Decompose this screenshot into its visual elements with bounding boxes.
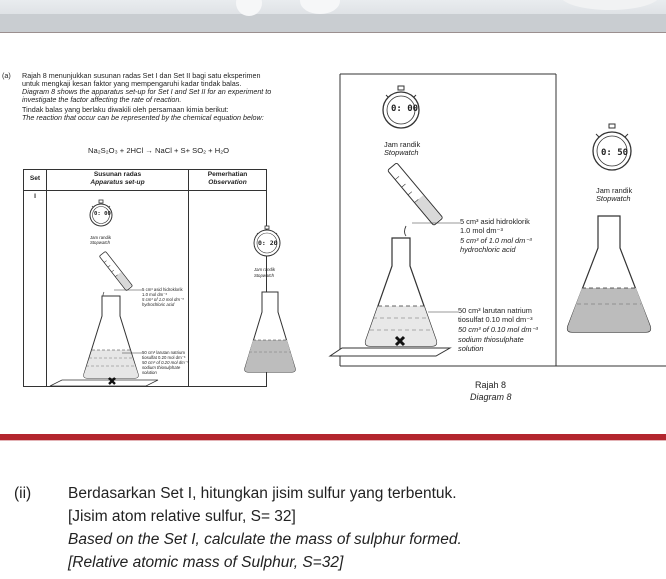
set-header: Set (29, 175, 41, 182)
set2-measuring-cylinder-icon (386, 164, 456, 238)
apparatus-header-ms: Susunan radas (93, 171, 142, 178)
set2-observation-label-ms: Jam randik (596, 186, 633, 195)
set-row-label-cell (24, 191, 47, 387)
apparatus-header-en: Apparatus set-up (90, 178, 145, 186)
set1-acid-pointer (114, 289, 142, 291)
apparatus-header-cell (47, 170, 189, 191)
set1-measuring-cylinder-icon (96, 252, 142, 298)
observation-header-en: Observation (208, 178, 247, 186)
set2-acid-en1: 5 cm³ of 1.0 mol dm⁻³ (460, 236, 532, 245)
observation-header-cell (189, 170, 267, 191)
set1-thio-ms1: 50 cm³ larutan natrium (142, 350, 185, 355)
diagram-caption-en: Diagram 8 (470, 392, 512, 402)
set2-observation-time: 0: 50 (601, 148, 629, 158)
set2-thio-pointer (428, 311, 458, 313)
set1-acid-en1: 5 cm³ of 1.0 mol dm⁻³ (142, 297, 184, 302)
set1-stopwatch-label-ms: Jam randik (90, 235, 112, 240)
intro-line: Diagram 8 shows the apparatus set-up for Set I and Set II for an experiment to (22, 87, 272, 96)
set1-acid-conc: 1.0 mol dm⁻³ (142, 292, 167, 297)
set2-acid-ms: 5 cm³ asid hidroklorik (460, 217, 530, 226)
banner-band (0, 14, 666, 32)
set1-observation-label-ms: Jam randik (254, 267, 276, 272)
observation-header-ms: Pemerhatian (207, 171, 248, 178)
question-line-ms: Berdasarkan Set I, hitungkan jisim sulfur yang terbentuk. (68, 485, 457, 502)
set1-thio-en2: sodium thiosulphate (142, 365, 181, 370)
intro-line: Rajah 8 menunjukkan susunan radas Set I dan Set II bagi satu eksperimen (22, 71, 261, 80)
chemical-equation: Na₂S₂O₃ + 2HCl → NaCl + S+ SO₂ + H₂O (88, 146, 230, 155)
set2-thio-en3: solution (458, 344, 484, 353)
set-row-label: I (34, 193, 36, 200)
set-header-cell (24, 170, 47, 191)
question-number: (ii) (14, 485, 32, 502)
set1-thio-pointer (122, 352, 142, 354)
set2-acid-pointer (412, 222, 460, 224)
set1-observation-label-en: Stopwatch (254, 273, 275, 278)
set2-thio-ms2: tiosulfat 0.10 mol dm⁻³ (458, 315, 533, 324)
question-line-en: Based on the Set I, calculate the mass of sulphur formed. (68, 531, 462, 548)
set1-acid-ms: 5 cm³ asid hidroklorik (142, 287, 183, 292)
set2-thio-en1: 50 cm³ of 0.10 mol dm⁻³ (458, 325, 538, 334)
part-label: (a) (2, 71, 11, 80)
set2-stopwatch-label-en: Stopwatch (384, 148, 419, 157)
set1-stopwatch-label-en: Stopwatch (90, 240, 111, 245)
set2-thio-en2: sodium thiosulphate (458, 335, 524, 344)
diagram-caption-ms: Rajah 8 (475, 380, 507, 390)
set2-conical-flask-icon (340, 236, 460, 358)
set1-conical-flask-icon (78, 294, 144, 386)
question-atomic-mass-ms: [Jisim atom relative sulfur, S= 32] (68, 508, 296, 525)
set2-acid-en2: hydrochloric acid (460, 245, 516, 254)
set2-observation-flask-icon (562, 214, 656, 340)
set2-stopwatch-time: 0: 00 (391, 104, 419, 114)
intro-line: investigate the factor affecting the rate of reaction. (22, 95, 182, 104)
set2-observation-label-en: Stopwatch (596, 194, 631, 203)
set1-thio-en1: 50 cm³ of 0.20 mol dm⁻³ (142, 360, 189, 365)
set1-acid-en2: hydrochloric acid (142, 302, 175, 307)
section-divider-shadow (0, 440, 666, 441)
top-banner (0, 0, 666, 32)
divider (0, 32, 666, 33)
set2-thio-ms1: 50 cm³ larutan natrium (458, 306, 532, 315)
question-atomic-mass-en: [Relative atomic mass of Sulphur, S=32] (68, 554, 344, 571)
intro-line: untuk mengkaji kesan faktor yang mempengaruhi kadar tindak balas. (22, 79, 242, 88)
intro-line: Tindak balas yang berlaku diwakili oleh persamaan kimia berikut: (22, 105, 229, 114)
set1-observation-flask-icon (240, 290, 300, 376)
set1-thio-ms2: tiosulfat 0.20 mol dm⁻³ (142, 355, 186, 360)
set1-thio-en3: solution (142, 370, 157, 375)
set1-stopwatch-time: 0: 00 (94, 211, 111, 217)
set2-stopwatch-label-ms: Jam randik (384, 140, 421, 149)
banner-shape (560, 0, 660, 10)
banner-shape (300, 0, 340, 14)
intro-line: The reaction that occur can be represented by the chemical equation below: (22, 113, 264, 122)
set2-acid-conc: 1.0 mol dm⁻³ (460, 226, 503, 235)
set1-observation-time: 0: 20 (258, 239, 278, 247)
